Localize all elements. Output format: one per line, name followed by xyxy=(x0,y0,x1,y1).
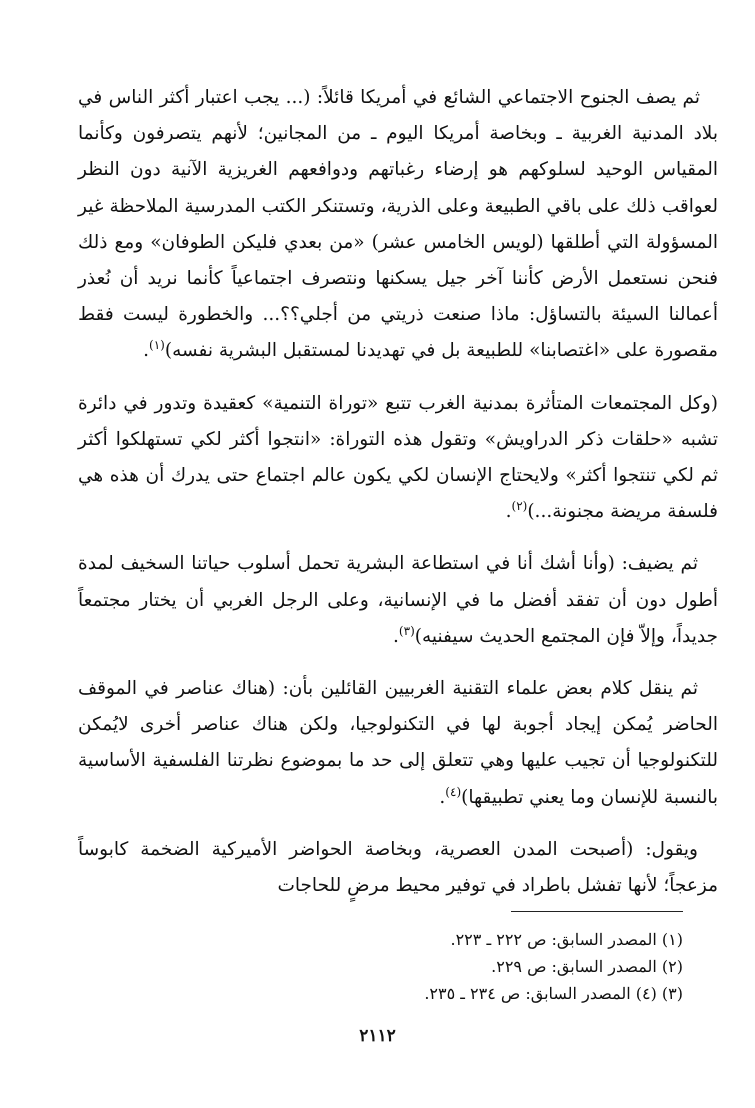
footnote-3-4: (٣) (٤) المصدر السابق: ص ٢٣٤ ـ ٢٣٥. xyxy=(424,984,683,1003)
paragraph-1-tail: . xyxy=(143,340,150,362)
paragraph-3 xyxy=(78,546,718,655)
paragraph-4-tail: . xyxy=(439,786,446,808)
footnote-marker-3: (٣) xyxy=(398,623,415,638)
footnote-1: (١) المصدر السابق: ص ٢٢٢ ـ ٢٢٣. xyxy=(450,930,683,949)
paragraph-2-text: (وكل المجتمعات المتأثرة بمدنية الغرب تتبع «توراة التنمية» كعقيدة وتدور في دائرة تشبه «حلقات ذكر الدراويش» وتقول هذه التوراة: «انتجوا أكثر لكي تستهلكوا أكثر ثم لكي تنتجوا أكثر» ولايحتاج الإنسان لكي يكون عالم اجتماع حتى يدرك أن هذه هي فلسفة مريضة مجنونة...) xyxy=(78,392,718,523)
footnote-2: (٢) المصدر السابق: ص ٢٢٩. xyxy=(491,957,683,976)
paragraph-5-text: ويقول: (أصبحت المدن العصرية، وبخاصة الحواضر الأميركية الضخمة كابوساً مزعجاً؛ لأنها تفشل باطراد في توفير محيط مرضٍ للحاجات xyxy=(78,838,718,897)
paragraph-4-text: ثم ينقل كلام بعض علماء التقنية الغربيين القائلين بأن: (هناك عناصر في الموقف الحاضر يُمكن إيجاد أجوبة لها في التكنولوجيا، ولكن هناك عناصر أخرى لايُمكن للتكنولوجيا أن تجيب عليها وهي تتعلق إلى حد ما بموضوع نظرتنا الفلسفية الأساسية بالنسبة للإنسان وما يعني تطبيقها) xyxy=(78,678,718,808)
footnote-divider xyxy=(511,911,683,912)
paragraph-1-text: ثم يصف الجنوح الاجتماعي الشائع في أمريكا قائلاً: (... يجب اعتبار أكثر الناس في بلاد المدنية الغربية ـ وبخاصة أمريكا اليوم ـ من المجانين؛ لأنهم يتصرفون وكأنما المقياس الوحيد لسلوكهم هو إرضاء رغباتهم ودوافعهم الغريزية الآنية دون النظر لعواقب ذلك على باقي الطبيعة وعلى الذرية، وتستنكر الكتب المدرسية الملاحظة غير المسؤولة التي أطلقها (لويس الخامس عشر) «من بعدي فليكن الطوفان» ومع ذلك فنحن نستعمل الأرض كأننا آخر جيل يسكنها ونتصرف اجتماعياً كأنما نريد أن نُعذر أعمالنا السيئة بالتساؤل: ماذا صنعت ذريتي من أجلي؟؟... والخطورة ليست فقط مقصورة على «اغتصابنا» للطبيعة بل في تهديدنا لمستقبل البشرية نفسه) xyxy=(78,87,718,362)
paragraph-2-tail: . xyxy=(505,501,512,523)
footnote-marker-4: (٤) xyxy=(445,784,462,799)
page-body xyxy=(78,80,718,904)
paragraph-2 xyxy=(78,386,718,531)
page-number: ٢١١٢ xyxy=(359,1026,396,1046)
footnote-marker-2: (٢) xyxy=(511,499,528,514)
footnote-marker-1: (١) xyxy=(149,338,165,353)
paragraph-3-text: ثم يضيف: (وأنا أشك أنا في استطاعة البشرية تحمل أسلوب حياتنا السخيف لمدة أطول دون أن تفقد أفضل ما في الإنسانية، وعلى الرجل الغربي أن يختار مجتمعاً جديداً، وإلاّ فإن المجتمع الحديث سيفنيه) xyxy=(78,553,718,647)
paragraph-3-tail: . xyxy=(393,625,399,647)
footnotes xyxy=(283,926,683,1007)
paragraph-1 xyxy=(78,80,718,370)
paragraph-4 xyxy=(78,671,718,816)
paragraph-5 xyxy=(78,832,718,904)
